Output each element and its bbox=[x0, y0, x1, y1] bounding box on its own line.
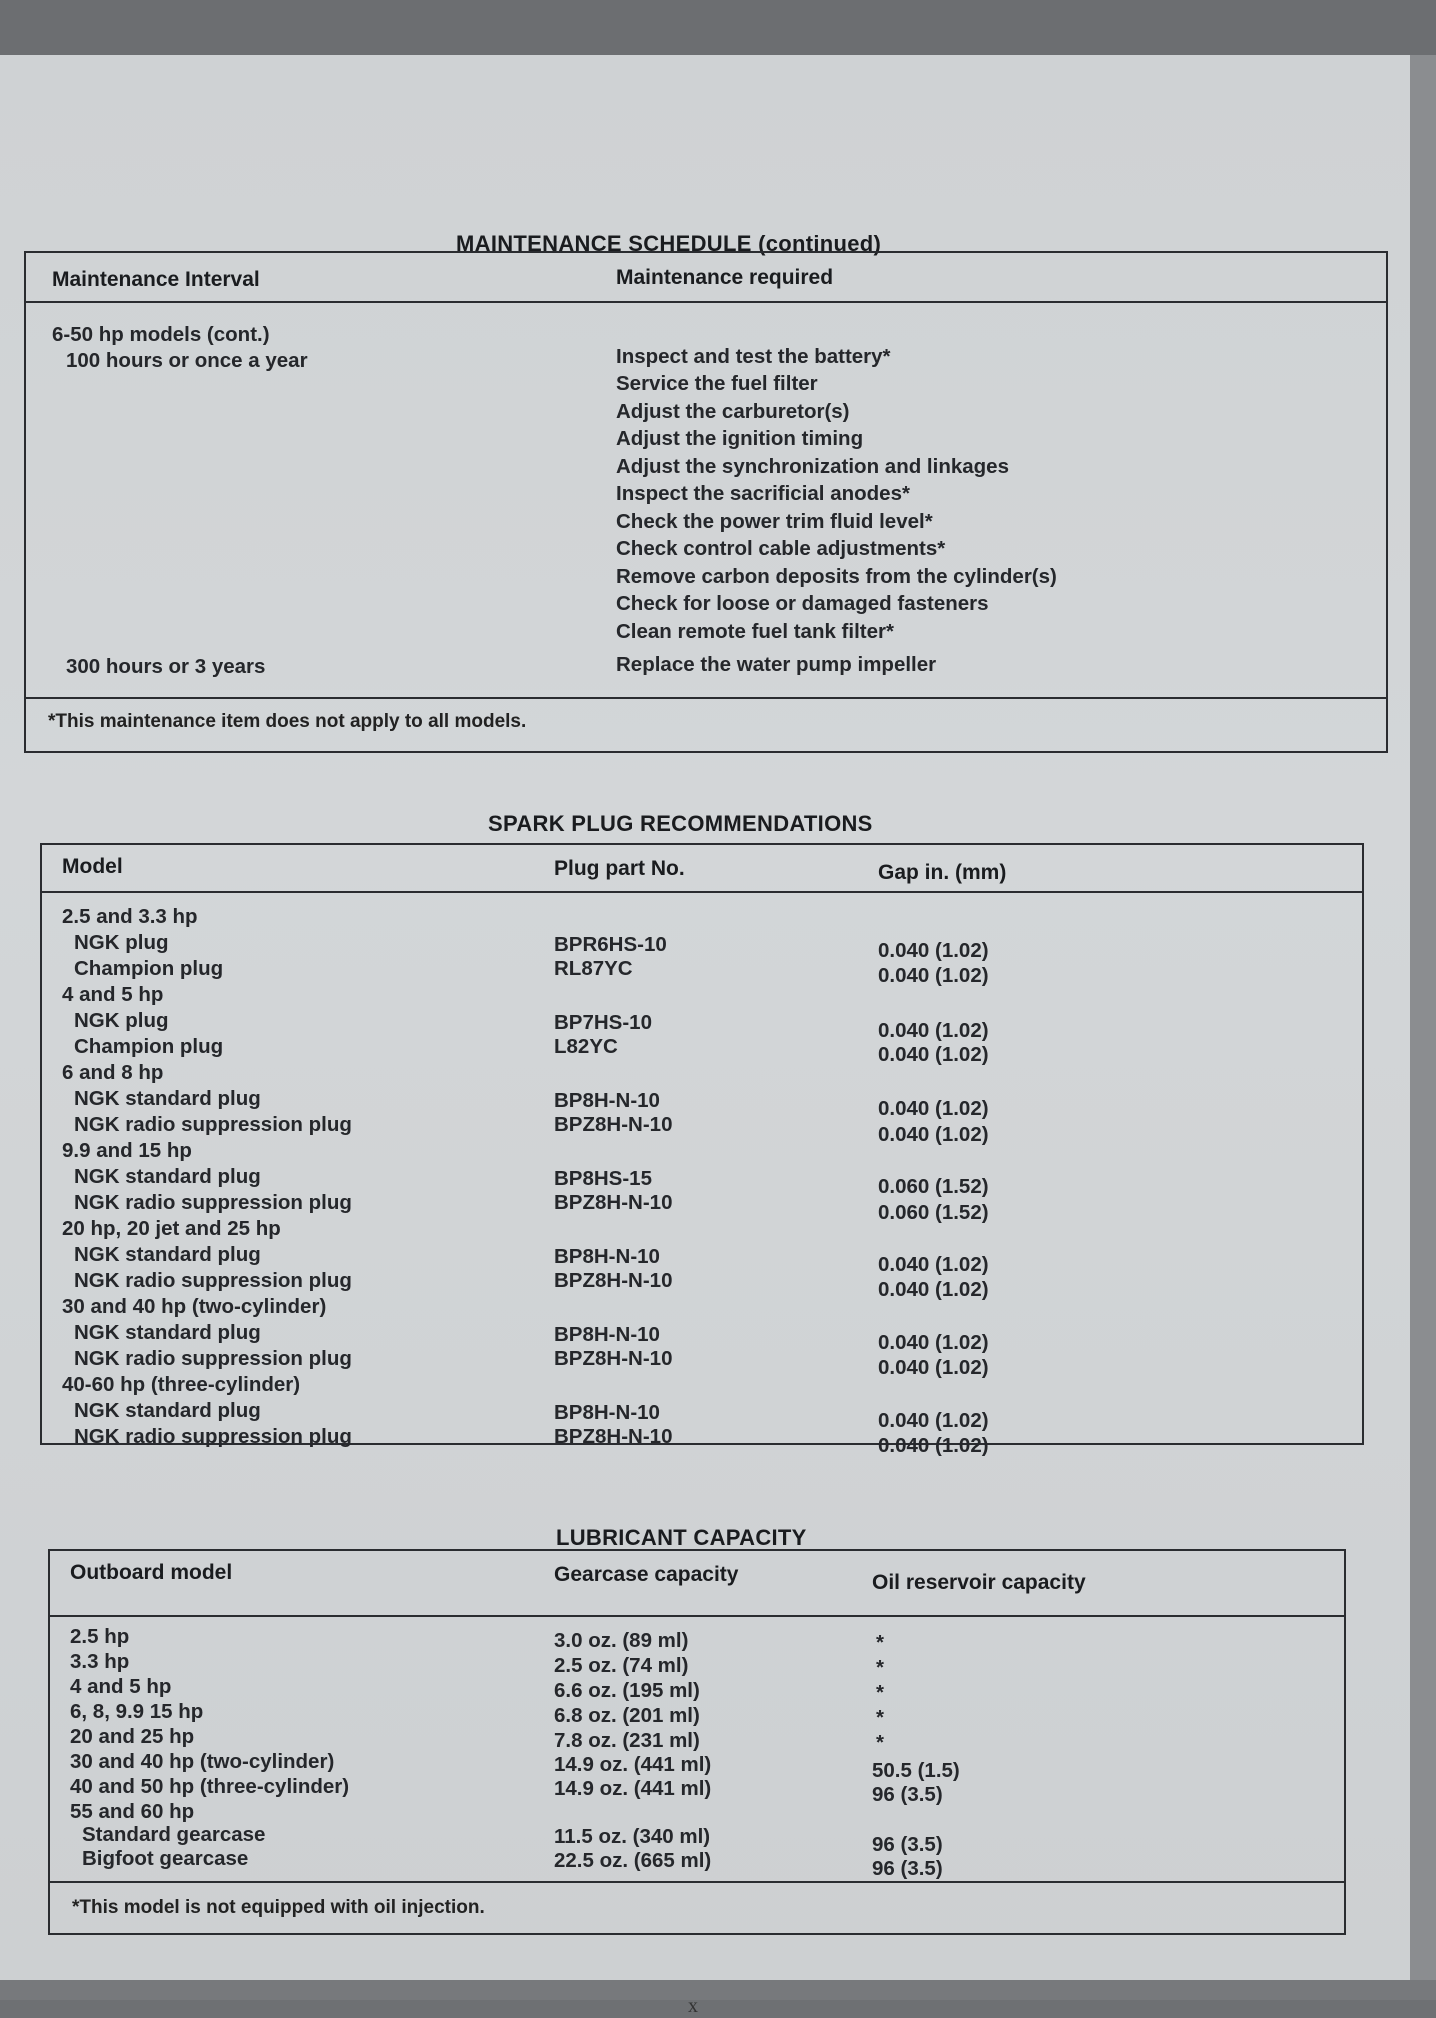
lubricant-gearcase: 2.5 oz. (74 ml) bbox=[554, 1654, 689, 1677]
spark-group-model: 20 hp, 20 jet and 25 hp bbox=[62, 1217, 281, 1240]
spark-part-number: BPZ8H-N-10 bbox=[554, 1113, 673, 1136]
spark-part-number: BPZ8H-N-10 bbox=[554, 1347, 673, 1370]
lubricant-model: 6, 8, 9.9 15 hp bbox=[70, 1700, 204, 1723]
maintenance-table bbox=[24, 251, 1388, 753]
lubricant-model: 3.3 hp bbox=[70, 1650, 130, 1673]
background-right bbox=[1410, 55, 1436, 2000]
lubricant-table bbox=[48, 1549, 1346, 1935]
spark-plug-type: NGK radio suppression plug bbox=[74, 1269, 352, 1292]
lubricant-model: 55 and 60 hp bbox=[70, 1800, 195, 1823]
task-item: Inspect the sacrificial anodes* bbox=[616, 482, 910, 505]
spark-group-model: 40-60 hp (three-cylinder) bbox=[62, 1373, 301, 1396]
lubricant-header-gearcase: Gearcase capacity bbox=[554, 1563, 739, 1586]
maintenance-header-interval: Maintenance Interval bbox=[52, 268, 260, 291]
lubricant-oil: * bbox=[876, 1731, 884, 1754]
spark-part-number: L82YC bbox=[554, 1035, 618, 1058]
spark-plug-type: NGK plug bbox=[74, 1009, 169, 1032]
lubricant-header-oil: Oil reservoir capacity bbox=[872, 1571, 1086, 1594]
page-number: x bbox=[688, 1995, 698, 2017]
spark-group-model: 6 and 8 hp bbox=[62, 1061, 164, 1084]
spark-gap: 0.040 (1.02) bbox=[878, 1123, 989, 1146]
lubricant-oil: 96 (3.5) bbox=[872, 1833, 943, 1856]
task-item: Clean remote fuel tank filter* bbox=[616, 620, 894, 643]
lubricant-gearcase: 14.9 oz. (441 ml) bbox=[554, 1777, 712, 1800]
spark-gap: 0.040 (1.02) bbox=[878, 1409, 989, 1432]
lubricant-oil: * bbox=[876, 1681, 884, 1704]
interval-100-hours: 100 hours or once a year bbox=[66, 349, 308, 372]
task-item: Adjust the synchronization and linkages bbox=[616, 455, 1009, 478]
spark-gap: 0.040 (1.02) bbox=[878, 1097, 989, 1120]
spark-plug-type: NGK radio suppression plug bbox=[74, 1191, 352, 1214]
lubricant-header bbox=[50, 1551, 1344, 1617]
spark-plug-type: NGK radio suppression plug bbox=[74, 1113, 352, 1136]
maintenance-group-label: 6-50 hp models (cont.) bbox=[52, 323, 270, 346]
lubricant-model: 2.5 hp bbox=[70, 1625, 130, 1648]
spark-part-number: BP8H-N-10 bbox=[554, 1089, 660, 1112]
lubricant-model: Bigfoot gearcase bbox=[82, 1847, 249, 1870]
spark-gap: 0.060 (1.52) bbox=[878, 1201, 989, 1224]
lubricant-footnote: *This model is not equipped with oil injection. bbox=[72, 1897, 485, 1918]
spark-gap: 0.060 (1.52) bbox=[878, 1175, 989, 1198]
lubricant-title: LUBRICANT CAPACITY bbox=[556, 1525, 807, 1550]
spark-gap: 0.040 (1.02) bbox=[878, 1434, 989, 1457]
lubricant-model: 30 and 40 hp (two-cylinder) bbox=[70, 1750, 335, 1773]
spark-group-model: 9.9 and 15 hp bbox=[62, 1139, 192, 1162]
task-item: Adjust the ignition timing bbox=[616, 427, 864, 450]
lubricant-model: 20 and 25 hp bbox=[70, 1725, 195, 1748]
spark-gap: 0.040 (1.02) bbox=[878, 1331, 989, 1354]
spark-gap: 0.040 (1.02) bbox=[878, 1356, 989, 1379]
spark-part-number: BP8HS-15 bbox=[554, 1167, 652, 1190]
spark-group-model: 4 and 5 hp bbox=[62, 983, 164, 1006]
maintenance-footnote-row bbox=[26, 697, 1386, 753]
spark-part-number: BP7HS-10 bbox=[554, 1011, 652, 1034]
spark-part-number: BPZ8H-N-10 bbox=[554, 1269, 673, 1292]
spark-group-model: 30 and 40 hp (two-cylinder) bbox=[62, 1295, 327, 1318]
lubricant-gearcase: 11.5 oz. (340 ml) bbox=[554, 1825, 711, 1848]
task-item: Check the power trim fluid level* bbox=[616, 510, 933, 533]
lubricant-gearcase: 14.9 oz. (441 ml) bbox=[554, 1753, 712, 1776]
maintenance-title: MAINTENANCE SCHEDULE (continued) bbox=[456, 231, 882, 256]
spark-part-number: BP8H-N-10 bbox=[554, 1245, 660, 1268]
maintenance-header bbox=[26, 253, 1386, 303]
spark-gap: 0.040 (1.02) bbox=[878, 939, 989, 962]
spark-group-model: 2.5 and 3.3 hp bbox=[62, 905, 198, 928]
spark-part-number: BPZ8H-N-10 bbox=[554, 1425, 673, 1448]
spark-gap: 0.040 (1.02) bbox=[878, 1019, 989, 1042]
spark-table bbox=[40, 843, 1364, 1457]
spark-part-number: BPR6HS-10 bbox=[554, 933, 667, 956]
lubricant-gearcase: 6.8 oz. (201 ml) bbox=[554, 1704, 700, 1727]
lubricant-oil: 96 (3.5) bbox=[872, 1857, 943, 1880]
spark-part-number: BPZ8H-N-10 bbox=[554, 1191, 673, 1214]
lubricant-model: 40 and 50 hp (three-cylinder) bbox=[70, 1775, 350, 1798]
lubricant-gearcase: 22.5 oz. (665 ml) bbox=[554, 1849, 712, 1872]
spark-title: SPARK PLUG RECOMMENDATIONS bbox=[488, 811, 873, 836]
spark-plug-type: NGK standard plug bbox=[74, 1399, 261, 1422]
spark-header bbox=[42, 845, 1362, 893]
spark-header-part: Plug part No. bbox=[554, 857, 685, 880]
spark-gap: 0.040 (1.02) bbox=[878, 1043, 989, 1066]
task-item: Inspect and test the battery* bbox=[616, 345, 891, 368]
task-item: Remove carbon deposits from the cylinder(s) bbox=[616, 565, 1057, 588]
lubricant-model: 4 and 5 hp bbox=[70, 1675, 172, 1698]
lubricant-gearcase: 6.6 oz. (195 ml) bbox=[554, 1679, 700, 1702]
spark-plug-type: NGK plug bbox=[74, 931, 169, 954]
lubricant-oil: * bbox=[876, 1631, 884, 1654]
spark-plug-type: Champion plug bbox=[74, 1035, 224, 1058]
spark-plug-type: NGK radio suppression plug bbox=[74, 1425, 352, 1448]
lubricant-model: Standard gearcase bbox=[82, 1823, 266, 1846]
spark-gap: 0.040 (1.02) bbox=[878, 1253, 989, 1276]
background-bottom bbox=[0, 1980, 1436, 2000]
spark-part-number: RL87YC bbox=[554, 957, 633, 980]
lubricant-oil: * bbox=[876, 1706, 884, 1729]
lubricant-footnote-row bbox=[50, 1881, 1344, 1933]
lubricant-oil: * bbox=[876, 1656, 884, 1679]
lubricant-oil: 50.5 (1.5) bbox=[872, 1759, 960, 1782]
spark-part-number: BP8H-N-10 bbox=[554, 1323, 660, 1346]
task-item: Service the fuel filter bbox=[616, 372, 818, 395]
spark-plug-type: NGK radio suppression plug bbox=[74, 1347, 352, 1370]
task-item: Adjust the carburetor(s) bbox=[616, 400, 850, 423]
spark-plug-type: Champion plug bbox=[74, 957, 224, 980]
lubricant-header-model: Outboard model bbox=[70, 1561, 233, 1584]
spark-gap: 0.040 (1.02) bbox=[878, 964, 989, 987]
spark-plug-type: NGK standard plug bbox=[74, 1321, 261, 1344]
spark-header-gap: Gap in. (mm) bbox=[878, 861, 1007, 884]
task-item-300: Replace the water pump impeller bbox=[616, 653, 937, 676]
task-item: Check control cable adjustments* bbox=[616, 537, 946, 560]
document-page bbox=[0, 55, 1410, 2017]
lubricant-oil: 96 (3.5) bbox=[872, 1783, 943, 1806]
spark-plug-type: NGK standard plug bbox=[74, 1243, 261, 1266]
interval-300-hours: 300 hours or 3 years bbox=[66, 655, 266, 678]
spark-gap: 0.040 (1.02) bbox=[878, 1278, 989, 1301]
lubricant-gearcase: 7.8 oz. (231 ml) bbox=[554, 1729, 700, 1752]
spark-header-model: Model bbox=[62, 855, 123, 878]
spark-part-number: BP8H-N-10 bbox=[554, 1401, 660, 1424]
maintenance-header-required: Maintenance required bbox=[616, 266, 834, 289]
maintenance-footnote: *This maintenance item does not apply to all models. bbox=[48, 711, 527, 732]
spark-plug-type: NGK standard plug bbox=[74, 1087, 261, 1110]
lubricant-gearcase: 3.0 oz. (89 ml) bbox=[554, 1629, 689, 1652]
task-item: Check for loose or damaged fasteners bbox=[616, 592, 989, 615]
spark-plug-type: NGK standard plug bbox=[74, 1165, 261, 1188]
